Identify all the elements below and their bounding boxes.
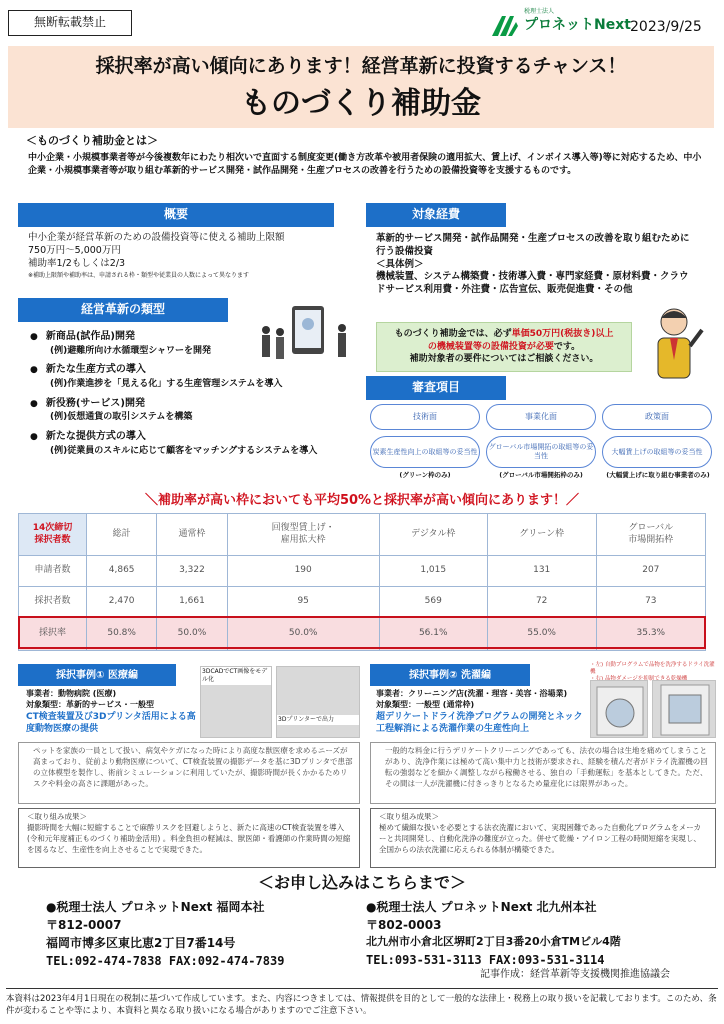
review-caption: (グリーン枠のみ) — [399, 471, 451, 479]
expense-line3: 機械装置、システム構築費・技術導入費・専門家経費・原材料費・クラウドサービス利用費・外注費・広告宣伝、販売促進費・その他 — [376, 271, 689, 296]
type-item-example: (例)避難所向け水循環型シャワーを開発 — [50, 345, 212, 356]
office-zip: 〒812-0007 — [46, 918, 122, 932]
apply-heading: ＜お申し込みはこちらまで＞ — [257, 873, 466, 892]
issue-date: 2023/9/25 — [630, 19, 702, 35]
office-tel[interactable]: TEL:093-531-3113 FAX:093-531-3114 — [366, 952, 605, 967]
case2-photo-caption: ・左) 自動プログラムで品物を洗浄するドライ洗濯機 — [590, 662, 715, 676]
table-cell: 50.8% — [87, 618, 157, 651]
case1-issue: ペットを家族の一員として扱い、病気やケガになった時により高度な獣医療を求めるニーズが高まっており、従前より動物医療について、CT検査装置の撮影データを基に3Dプリンタで患部の立体模型を製作し、術前シミュレーションに利用していたが、撮影時間が長くかかるためリスクや料金の高さに課題があった。 — [18, 742, 360, 804]
review-caption: (大幅賃上げに取り組む事業者のみ) — [606, 471, 710, 479]
case1-theme: CT検査装置及び3Dプリンタ活用による高度動物医療の提供 — [26, 711, 196, 734]
table-cell: 4,865 — [87, 556, 157, 587]
dryer-icon — [653, 681, 717, 739]
expense-line1: 革新的サービス開発・試作品開発・生産プロセスの改善を取り組むために行う設備投資 — [376, 233, 690, 257]
case1-business: 事業者：動物病院 (医療) — [26, 689, 117, 698]
case1-photo-caption: 3Dプリンターで出力 — [277, 715, 359, 725]
expense-line2: ＜具体例＞ — [376, 258, 424, 270]
case2-theme: 超デリケートドライ洗浄プログラムの開発とネック工程解消による洗濯作業の生産性向上 — [376, 711, 583, 734]
table-row — [19, 587, 706, 618]
article-credit: 記事作成：経営革新等支援機関推進協議会 — [480, 969, 670, 980]
table-cell: 95 — [227, 587, 379, 618]
note-consult: 補助対象者の要件についてはご相談ください。 — [409, 354, 599, 365]
table-cell: 73 — [596, 587, 705, 618]
adoption-rate-highlight — [18, 616, 706, 649]
office-name: ●税理士法人 プロネットNext 福岡本社 — [46, 900, 265, 914]
office-name: ●税理士法人 プロネットNext 北九州本社 — [366, 900, 597, 914]
footer-disclaimer: 本資料は2023年4月1日現在の税制に基づいて作成しています。また、内容につきましては、情報提供を目的として一般的な法律上・税務上の取り扱いを記載しております。このため、条件が変わることや等により、本資料と異なる取り扱いになる場合がありますのでご注意下さい。 — [6, 988, 718, 1018]
review-item: 技術面 — [370, 404, 480, 430]
overview-body — [28, 232, 348, 281]
logo-name: プロネットNext — [524, 17, 631, 33]
case2-header: 採択事例② 洗濯編 — [370, 664, 530, 686]
type-item-example: (例)従業員のスキルに応じて顧客をマッチングするシステムを導入 — [50, 445, 318, 456]
row-label: 申請者数 — [19, 556, 87, 587]
what-heading: ＜ものづくり補助金とは＞ — [26, 134, 158, 147]
table-cell: 190 — [227, 556, 379, 587]
table-cell: 72 — [487, 587, 596, 618]
office-zip: 〒802-0003 — [366, 918, 442, 932]
case2-type: 対象類型：一般型 (通常枠) — [376, 699, 475, 709]
case1-type: 対象類型：革新的サービス・一般型 — [26, 699, 154, 709]
table-col-header: 総計 — [87, 514, 157, 556]
case1-photo-caption: 3DCADでCT画像をモデル化 — [201, 667, 271, 685]
table-header-row — [19, 514, 706, 556]
case1-result-heading: ＜取り組み成果＞ — [27, 812, 87, 821]
page-title: ものづくり補助金 — [241, 86, 481, 121]
table-col-header: グローバル 市場開拓枠 — [596, 514, 705, 556]
consultant-illustration — [640, 300, 710, 382]
type-item-title: ● 新たな提供方式の導入 — [30, 430, 360, 444]
review-item: グローバル市場開拓の取組等の妥当性 — [486, 436, 596, 468]
what-body: 中小企業・小規模事業者等が今後複数年にわたり相次いで直面する制度変更(働き方改革や被用者保険の適用拡大、賃上げ、インボイス導入等)等に対応するため、中小企業・小規模事業者等が取り組む革新的サービス開発・試作品開発・生産プロセスの改善を行うための設備投資等を支援するものです。 — [28, 153, 702, 177]
type-item-title: ● 新たな生産方式の導入 — [30, 363, 360, 377]
business-people-illustration — [250, 302, 360, 374]
review-header: 審査項目 — [366, 376, 506, 400]
table-cell: 131 — [487, 556, 596, 587]
case2-info — [376, 689, 586, 735]
row-label: 採択率 — [19, 618, 87, 651]
review-item: 炭素生産性向上の取組等の妥当性 — [370, 436, 480, 468]
case2-photo-dryer — [652, 680, 716, 738]
case2-business: 事業者：クリーニング店(洗濯・理容・美容・浴場業) — [376, 689, 568, 698]
table-cell: 50.0% — [227, 618, 379, 651]
office-address: 北九州市小倉北区堺町2丁目3番20小倉TMビル4階 — [366, 935, 621, 948]
table-cell: 2,470 — [87, 587, 157, 618]
office-fukuoka — [46, 898, 366, 970]
office-kitakyushu — [366, 898, 720, 969]
case2-result — [370, 808, 716, 868]
table-cell: 1,661 — [157, 587, 227, 618]
expense-header: 対象経費 — [366, 203, 506, 227]
case2-photo-washer — [590, 680, 648, 738]
table-corner: 14次締切 採択者数 — [19, 514, 87, 556]
requirement-note — [376, 322, 632, 372]
case2-result-body: 極めて繊細な扱いを必要とする法衣洗濯において、実現困難であった自動化プログラムをメーカーと共同開発し、自動化洗浄の難度が立った。併せて乾燥・アイロン工程の時間短縮を実現し、全国からの法衣洗濯に応えられる体制が構築できた。 — [379, 822, 702, 854]
overview-line2: 750万円～5,000万円 — [28, 244, 121, 256]
table-cell: 55.0% — [487, 618, 596, 651]
table-cell: 3,322 — [157, 556, 227, 587]
type-item-title: ● 新役務(サービス)開発 — [30, 397, 360, 411]
case1-info — [26, 689, 202, 735]
logo-mark-icon — [490, 12, 520, 38]
overview-note: ※補助上限額や補助率は、申請される枠・類型や従業員の人数によって異なります — [28, 272, 250, 280]
table-cell: 56.1% — [379, 618, 487, 651]
review-caption: (グローバル市場開拓枠のみ) — [499, 471, 583, 479]
overview-line1: 中小企業が経営革新のための設備投資等に使える補助上限額 — [28, 232, 285, 243]
types-header: 経営革新の類型 — [18, 298, 228, 322]
table-col-header: 回復型賃上げ・ 雇用拡大枠 — [227, 514, 379, 556]
review-item: 政策面 — [602, 404, 712, 430]
no-reprint-badge: 無断転載禁止 — [8, 10, 132, 36]
review-item: 事業化面 — [486, 404, 596, 430]
note-part-a: ものづくり補助金では、必ず — [394, 329, 512, 339]
logo-subtitle: 税理士法人 — [524, 8, 555, 15]
note-equipment-highlight: の機械装置等の設備投資が必要 — [427, 341, 554, 352]
row-label: 採択者数 — [19, 587, 87, 618]
case2-result-heading: ＜取り組み成果＞ — [379, 812, 439, 821]
case2-issue: 一般的な料金に行うデリケートクリーニングであっても、法衣の場合は生地を痛めてしまうことがあり、洗浄作業には極めて高い集中力と技術が要求され、経験を積んだ者がドライ洗濯機の回転の強弱などを細かく調整しながら稼働させる、独自の「手動運転」を基本としてきた。ただ、その間は一人が洗濯機に付きっきりとなるため量産化には限界があった。 — [370, 742, 716, 804]
company-logo — [490, 8, 631, 40]
table-col-header: 通常枠 — [157, 514, 227, 556]
hero-banner — [8, 46, 714, 128]
rate-banner: ＼補助率が高い枠においても平均50%と採択率が高い傾向にあります！／ — [144, 493, 580, 508]
washer-icon — [591, 681, 649, 739]
case1-header: 採択事例① 医療編 — [18, 664, 176, 686]
table-cell: 50.0% — [157, 618, 227, 651]
case1-photo-ct — [200, 666, 272, 738]
overview-header: 概要 — [18, 203, 334, 227]
office-address: 福岡市博多区東比恵2丁目7番14号 — [46, 936, 236, 950]
overview-line3: 補助率1/2もしくは2/3 — [28, 257, 126, 269]
table-cell: 207 — [596, 556, 705, 587]
expense-body — [376, 233, 696, 297]
hero-headline: 採択率が高い傾向にあります！経営革新に投資するチャンス！ — [95, 55, 627, 77]
table-col-header: グリーン枠 — [487, 514, 596, 556]
type-item-example: (例)作業進捗を「見える化」する生産管理システムを導入 — [50, 379, 283, 390]
type-item-title: ● 新商品(試作品)開発 — [30, 330, 360, 344]
office-tel[interactable]: TEL:092-474-7838 FAX:092-474-7839 — [46, 954, 285, 968]
case1-result — [18, 808, 360, 868]
table-col-header: デジタル枠 — [379, 514, 487, 556]
table-cell: 1,015 — [379, 556, 487, 587]
type-item-example: (例)仮想通貨の取引システムを構築 — [50, 412, 193, 423]
review-item: 大幅賃上げの取組等の妥当性 — [602, 436, 712, 468]
note-price-highlight: 単価50万円(税抜き)以上 — [511, 329, 614, 339]
table-cell: 569 — [379, 587, 487, 618]
case1-photo-printer — [276, 666, 360, 738]
case1-result-body: 撮影時間を大幅に短縮することで麻酔リスクを回避しようと、新たに高速のCT検査装置を導入 (令和元年度補正ものづくり補助金活用) 。料金負担の軽減は、獣医師・看護師の作業時間の短縮を図るなど、生産性を向上させることで実現できた。 — [27, 822, 351, 854]
table-cell: 35.3% — [596, 618, 705, 651]
table-row — [19, 556, 706, 587]
note-part-d: です。 — [553, 341, 581, 352]
